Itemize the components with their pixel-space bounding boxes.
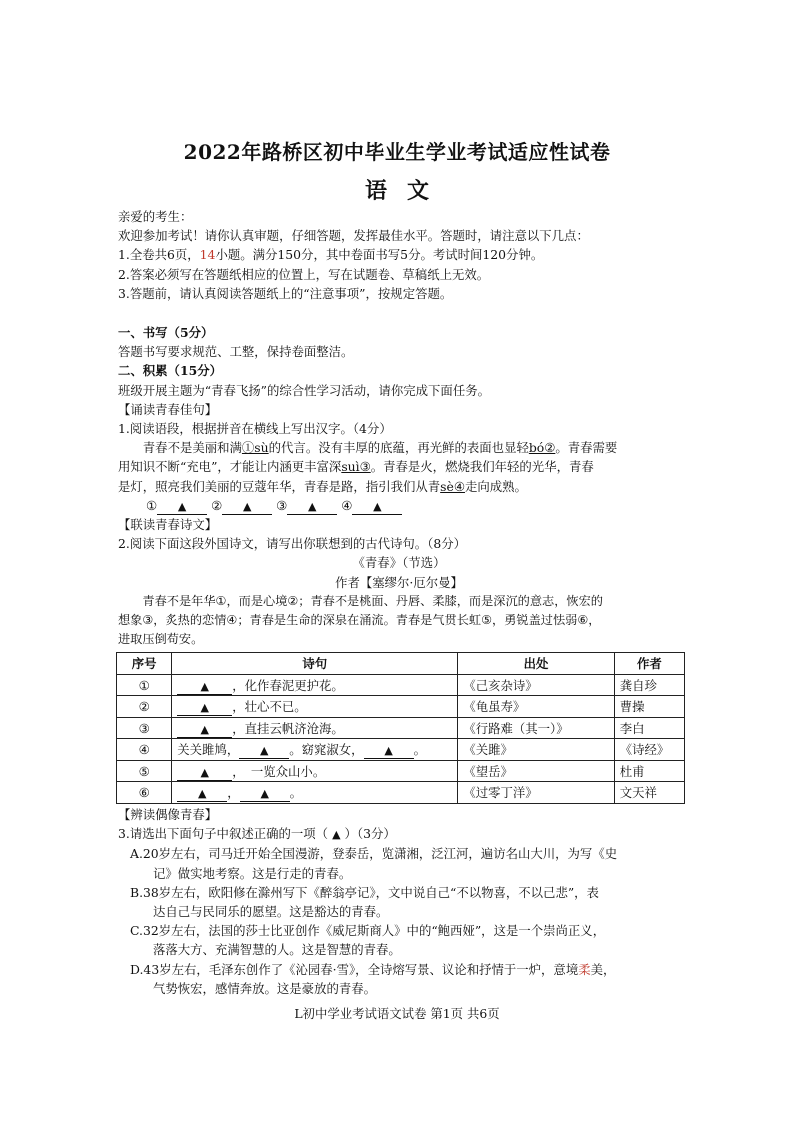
triangle-icon: ▲	[200, 765, 210, 779]
source-cell: 《关雎》	[458, 739, 614, 761]
question-2-stem: 2.阅读下面这段外国诗文，请写出你联想到的古代诗句。（8分）	[118, 536, 467, 552]
triangle-icon: ▲	[198, 787, 207, 801]
rule-3: 3.答题前，请认真阅读答题纸上的“注意事项”，按规定答题。	[118, 285, 453, 301]
q3-stem-part-b: ）（3分）	[344, 826, 396, 842]
answer-blank[interactable]	[364, 743, 414, 759]
rule-1	[118, 245, 680, 264]
option-c-line-1[interactable]: C.32岁左右，法国的莎士比亚创作《威尼斯商人》中的“鲍西娅”，这是一个崇尚正义，	[130, 923, 606, 939]
triangle-icon: ▲	[308, 499, 317, 513]
answer-blank[interactable]	[177, 786, 227, 802]
rule-1-part-a: 1.全卷共6页，	[118, 247, 200, 263]
author-cell: 李白	[614, 717, 684, 739]
answer-blank[interactable]	[239, 743, 289, 759]
poetry-table	[116, 652, 685, 804]
q1-passage-line-3	[118, 477, 680, 496]
q1-passage-line-1	[118, 438, 680, 457]
verse-text: 。窈窕淑女，	[289, 742, 364, 758]
verse-text: 。	[413, 742, 426, 758]
verse-cell	[172, 760, 458, 782]
verse-text: 关关雎鸠，	[177, 742, 240, 758]
answer-blank[interactable]	[240, 786, 290, 802]
source-cell: 《己亥杂诗》	[458, 674, 614, 696]
col-header-verse: 诗句	[172, 653, 458, 675]
pinyin-mark-4: sè④	[440, 478, 465, 494]
table-body	[117, 674, 685, 803]
option-c-line-2: 落落大方、充满智慧的人。这是智慧的青春。	[153, 942, 401, 958]
passage-text: 青春不是美丽和满	[142, 440, 242, 456]
page-footer: L初中学业考试语文试卷 第1页 共6页	[294, 1006, 500, 1021]
answer-blank[interactable]	[177, 722, 232, 738]
verse-cell	[172, 717, 458, 739]
option-d-line-2: 气势恢宏，感情奔放。这是豪放的青春。	[153, 980, 377, 996]
passage-text: 是灯，照亮我们美丽的豆蔻年华，青春是路，指引我们从青	[118, 478, 441, 494]
triangle-icon: ▲	[200, 679, 210, 693]
blank-label-3: ③	[276, 497, 288, 513]
table-row	[117, 760, 685, 782]
poem-line-2: 想象③，炙热的恋情④；青春是生命的深泉在涌流。青春是气贯长虹⑤，勇锐盖过怯弱⑥，	[118, 613, 601, 628]
verse-cell	[172, 696, 458, 718]
author-cell: 文天祥	[614, 782, 684, 804]
table-row	[117, 674, 685, 696]
answer-blank-2[interactable]	[222, 499, 272, 515]
answer-blank-1[interactable]	[157, 499, 207, 515]
row-number: ②	[117, 696, 172, 718]
triangle-icon: ▲	[200, 701, 210, 715]
option-d-text-end: 美，	[590, 961, 616, 977]
source-cell: 《望岳》	[458, 760, 614, 782]
subsection-idols: 【辨读偶像青春】	[118, 806, 218, 822]
q1-answer-blanks	[118, 496, 680, 515]
exam-title: 2022年路桥区初中毕业生学业考试适应性试卷	[183, 140, 611, 164]
row-number: ①	[117, 674, 172, 696]
question-1-stem: 1.阅读语段，根据拼音在横线上写出汉字。（4分）	[118, 421, 392, 437]
table-row	[117, 696, 685, 718]
section-2-heading: 二、积累（15分）	[118, 363, 222, 379]
section-2-intro: 班级开展主题为“青春飞扬”的综合性学习活动，请你完成下面任务。	[118, 382, 490, 398]
greeting: 亲爱的考生：	[118, 209, 193, 224]
source-cell: 《过零丁洋》	[458, 782, 614, 804]
row-number: ③	[117, 717, 172, 739]
question-count: 14	[199, 247, 216, 263]
col-header-author: 作者	[614, 653, 684, 675]
pinyin-mark-1: ①sù	[241, 440, 269, 456]
subsection-poetry: 【联读青春诗文】	[118, 517, 218, 533]
row-number: ⑤	[117, 760, 172, 782]
triangle-icon: ▲	[384, 744, 393, 758]
author-cell: 《诗经》	[614, 739, 684, 761]
table-row	[117, 782, 685, 804]
answer-blank[interactable]	[177, 700, 232, 716]
col-header-number: 序号	[117, 653, 172, 675]
option-b-line-1[interactable]: B.38岁左右，欧阳修在滁州写下《醉翁亭记》，文中说自己“不以物喜，不以己悲”，表	[130, 884, 599, 900]
answer-blank[interactable]	[177, 679, 232, 695]
highlighted-char: 柔	[578, 961, 591, 977]
subject-title: 语文	[364, 178, 449, 204]
triangle-icon: ▲	[242, 499, 252, 513]
subsection-recite: 【诵读青春佳句】	[118, 401, 218, 417]
question-3-stem	[118, 824, 680, 844]
blank-label-1: ①	[146, 497, 158, 513]
author-cell: 曹操	[614, 696, 684, 718]
passage-text: 的代言。没有丰厚的底蕴，再光鲜的表面也显轻	[268, 440, 529, 456]
table-row	[117, 739, 685, 761]
spacer	[118, 303, 680, 323]
poem-title: 《青春》（节选）	[352, 555, 446, 571]
poem-line-1: 青春不是年华①，而是心境②；青春不是桃面、丹唇、柔膝，而是深沉的意志，恢宏的	[142, 593, 603, 608]
section-1-heading: 一、书写（5分）	[118, 325, 214, 341]
welcome-text: 欢迎参加考试！请你认真审题，仔细答题，发挥最佳水平。答题时，请注意以下几点：	[118, 228, 589, 244]
triangle-icon: ▲	[373, 499, 382, 513]
option-b-line-2: 达自己与民同乐的愿望。这是豁达的青春。	[153, 903, 389, 919]
pinyin-mark-3: suì③	[341, 459, 371, 475]
passage-text: 。青春是火，燃烧我们年轻的光华，青春	[370, 459, 594, 475]
rule-2: 2.答案必须写在答题纸相应的位置上，写在试题卷、草稿纸上无效。	[118, 266, 490, 282]
table-header-row	[117, 653, 685, 675]
verse-text: ，直挂云帆济沧海。	[232, 720, 344, 736]
poem-line-3: 进取压倒苟安。	[118, 632, 204, 647]
source-cell: 《龟虽寿》	[458, 696, 614, 718]
triangle-icon: ▲	[332, 828, 341, 842]
passage-text: 走向成熟。	[464, 478, 527, 494]
answer-blank-4[interactable]	[352, 499, 402, 515]
option-d-text: D.43岁左右，毛泽东创作了《沁园春·雪》，全诗熔写景、议论和抒情于一炉，意境	[130, 961, 579, 977]
section-1-text: 答题书写要求规范、工整，保持卷面整洁。	[118, 344, 354, 360]
option-d-line-1[interactable]	[118, 960, 680, 979]
triangle-icon: ▲	[260, 744, 269, 758]
passage-text: 用知识不断“充电”，才能让内涵更丰富深	[118, 459, 342, 475]
pinyin-mark-2: bó②	[528, 440, 556, 456]
option-a-line-2: 记》做实地考察。这是行走的青春。	[153, 865, 352, 881]
row-number: ④	[117, 739, 172, 761]
exam-body	[118, 207, 680, 998]
blank-label-4: ④	[341, 497, 353, 513]
verse-text: ，	[227, 785, 240, 801]
passage-text: 。青春需要	[555, 440, 618, 456]
table-row	[117, 717, 685, 739]
verse-cell	[172, 782, 458, 804]
answer-blank-3[interactable]	[287, 499, 337, 515]
triangle-icon: ▲	[177, 499, 187, 513]
source-cell: 《行路难（其一）》	[458, 717, 614, 739]
row-number: ⑥	[117, 782, 172, 804]
answer-blank[interactable]	[177, 765, 232, 781]
author-cell: 杜甫	[614, 760, 684, 782]
verse-text: ，化作春泥更护花。	[232, 677, 344, 693]
author-cell: 龚自珍	[614, 674, 684, 696]
verse-text: ，壮心不已。	[232, 699, 307, 715]
verse-cell	[172, 674, 458, 696]
q1-passage-line-2	[118, 457, 680, 476]
blank-label-2: ②	[211, 497, 223, 513]
verse-cell	[172, 739, 458, 761]
triangle-icon: ▲	[260, 787, 269, 801]
col-header-source: 出处	[458, 653, 614, 675]
rule-1-part-b: 小题。满分150分，其中卷面书写5分。考试时间120分钟。	[215, 247, 544, 263]
triangle-icon: ▲	[200, 722, 210, 736]
q3-stem-part-a: 3.请选出下面句子中叙述正确的一项（	[118, 826, 329, 842]
verse-text: ， 一览众山小。	[232, 763, 326, 779]
poem-author: 作者【塞缪尔·厄尔曼】	[335, 574, 463, 590]
verse-text: 。	[289, 785, 303, 801]
option-a-line-1[interactable]: A.20岁左右，司马迁开始全国漫游，登泰岳，览潇湘，泛江河，遍访名山大川，为写《史	[130, 846, 618, 862]
